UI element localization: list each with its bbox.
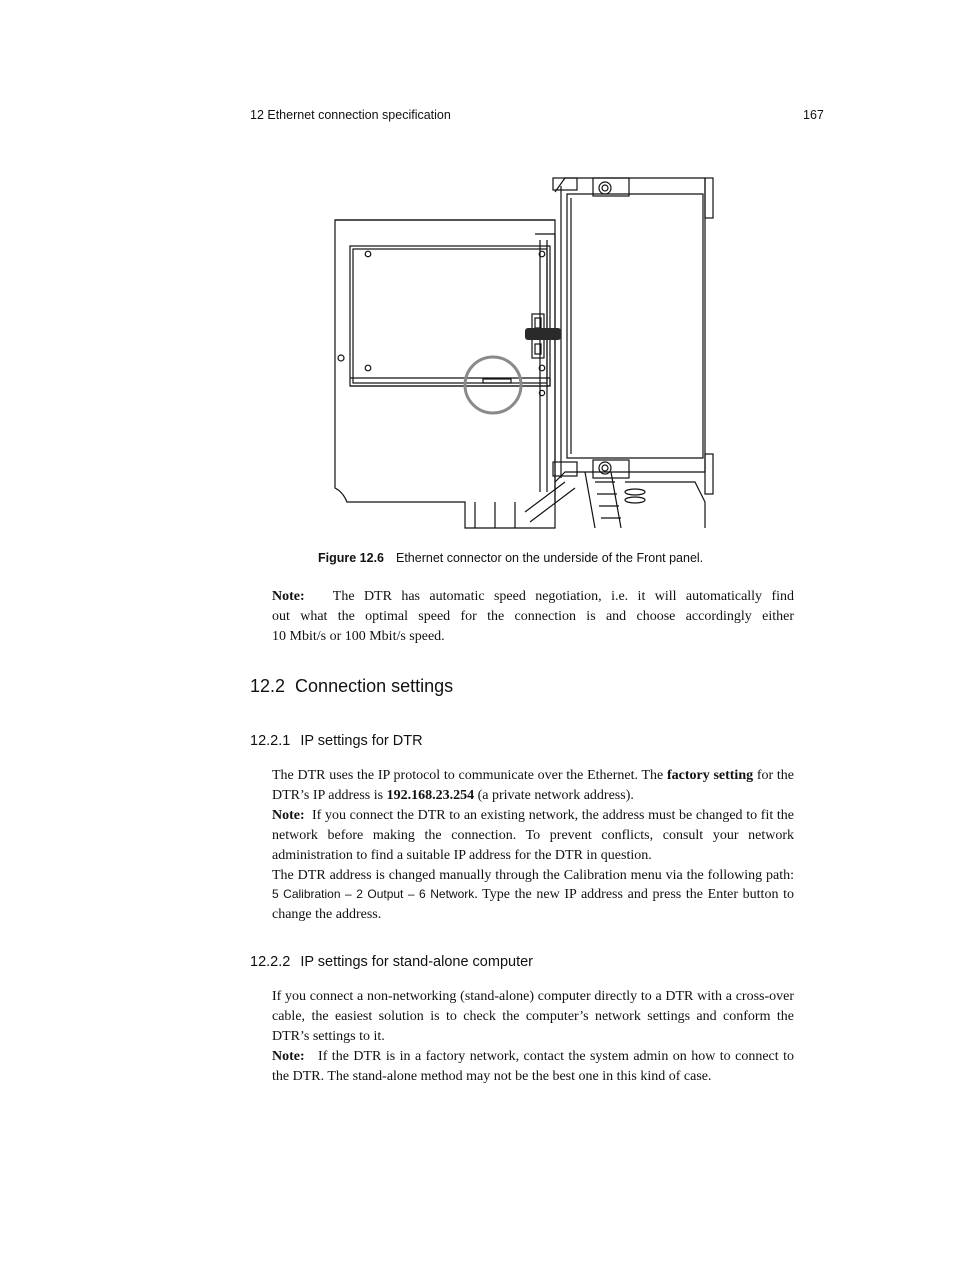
paragraph-text: . Type the new IP address and press the Enter button to change the address.	[272, 887, 794, 923]
note-speed	[272, 587, 794, 647]
note-text: If you connect the DTR to an existing network, the address must be changed to fit the network before making the connection. To prevent conflicts, consult your network administration to find a suitable IP address for the DTR in question.	[272, 807, 794, 863]
figure-caption	[318, 551, 703, 565]
ip-address-value: 192.168.23.254	[386, 787, 475, 803]
note-line: out what the optimal speed for the connection is and choose accordingly either	[272, 608, 794, 624]
paragraph-text: The DTR uses the IP protocol to communicate over the Ethernet. The	[272, 768, 667, 783]
note-label: Note:	[272, 1048, 305, 1064]
subsection-heading	[250, 733, 423, 749]
figure-label: Figure 12.6	[318, 551, 384, 565]
menu-path: 5 Calibration – 2 Output – 6 Network	[272, 887, 475, 902]
paragraph-text: If you connect a non-networking (stand-alone) computer directly to a DTR with a cross-over cable, the easiest solution is to check the computer’s network settings and conform the DTR’s settings to it.	[272, 989, 794, 1044]
section-number: 12.2	[250, 676, 286, 696]
standalone-text	[272, 987, 794, 1087]
subsection-title: IP settings for DTR	[300, 733, 423, 749]
subsection-number: 12.2.2	[250, 954, 291, 970]
factory-setting-term: factory setting	[666, 768, 754, 783]
subsection-title: IP settings for stand-alone computer	[300, 954, 533, 970]
page-number: 167	[803, 108, 824, 122]
ip-settings-text	[272, 766, 794, 925]
subsection-number: 12.2.1	[250, 733, 291, 749]
paragraph-text: The DTR address is changed manually through the Calibration menu via the following path:	[272, 867, 794, 883]
highlight-circle	[465, 357, 521, 413]
subsection-heading	[250, 954, 533, 970]
note-text: If the DTR is in a factory network, contact the system admin on how to connect to the DTR. The stand-alone method may not be the best one in this kind of case.	[272, 1048, 795, 1084]
running-header-chapter: 12 Ethernet connection specification	[250, 108, 451, 122]
note-label: Note:	[272, 589, 305, 604]
paragraph-text: for the DTR’s IP address is	[272, 768, 794, 803]
section-title: Connection settings	[295, 676, 454, 696]
note-label: Note:	[272, 807, 305, 823]
paragraph-text: (a private network address).	[474, 787, 634, 803]
figure-caption-text: Ethernet connector on the underside of the Front panel.	[396, 551, 704, 565]
front-panel-drawing	[325, 172, 725, 534]
note-line: The DTR has automatic speed negotiation, i.e. it will automatically find	[332, 589, 794, 604]
section-heading	[250, 676, 453, 697]
screw-icon	[338, 251, 545, 395]
note-line: 10 Mbit/s or 100 Mbit/s speed.	[272, 628, 445, 644]
